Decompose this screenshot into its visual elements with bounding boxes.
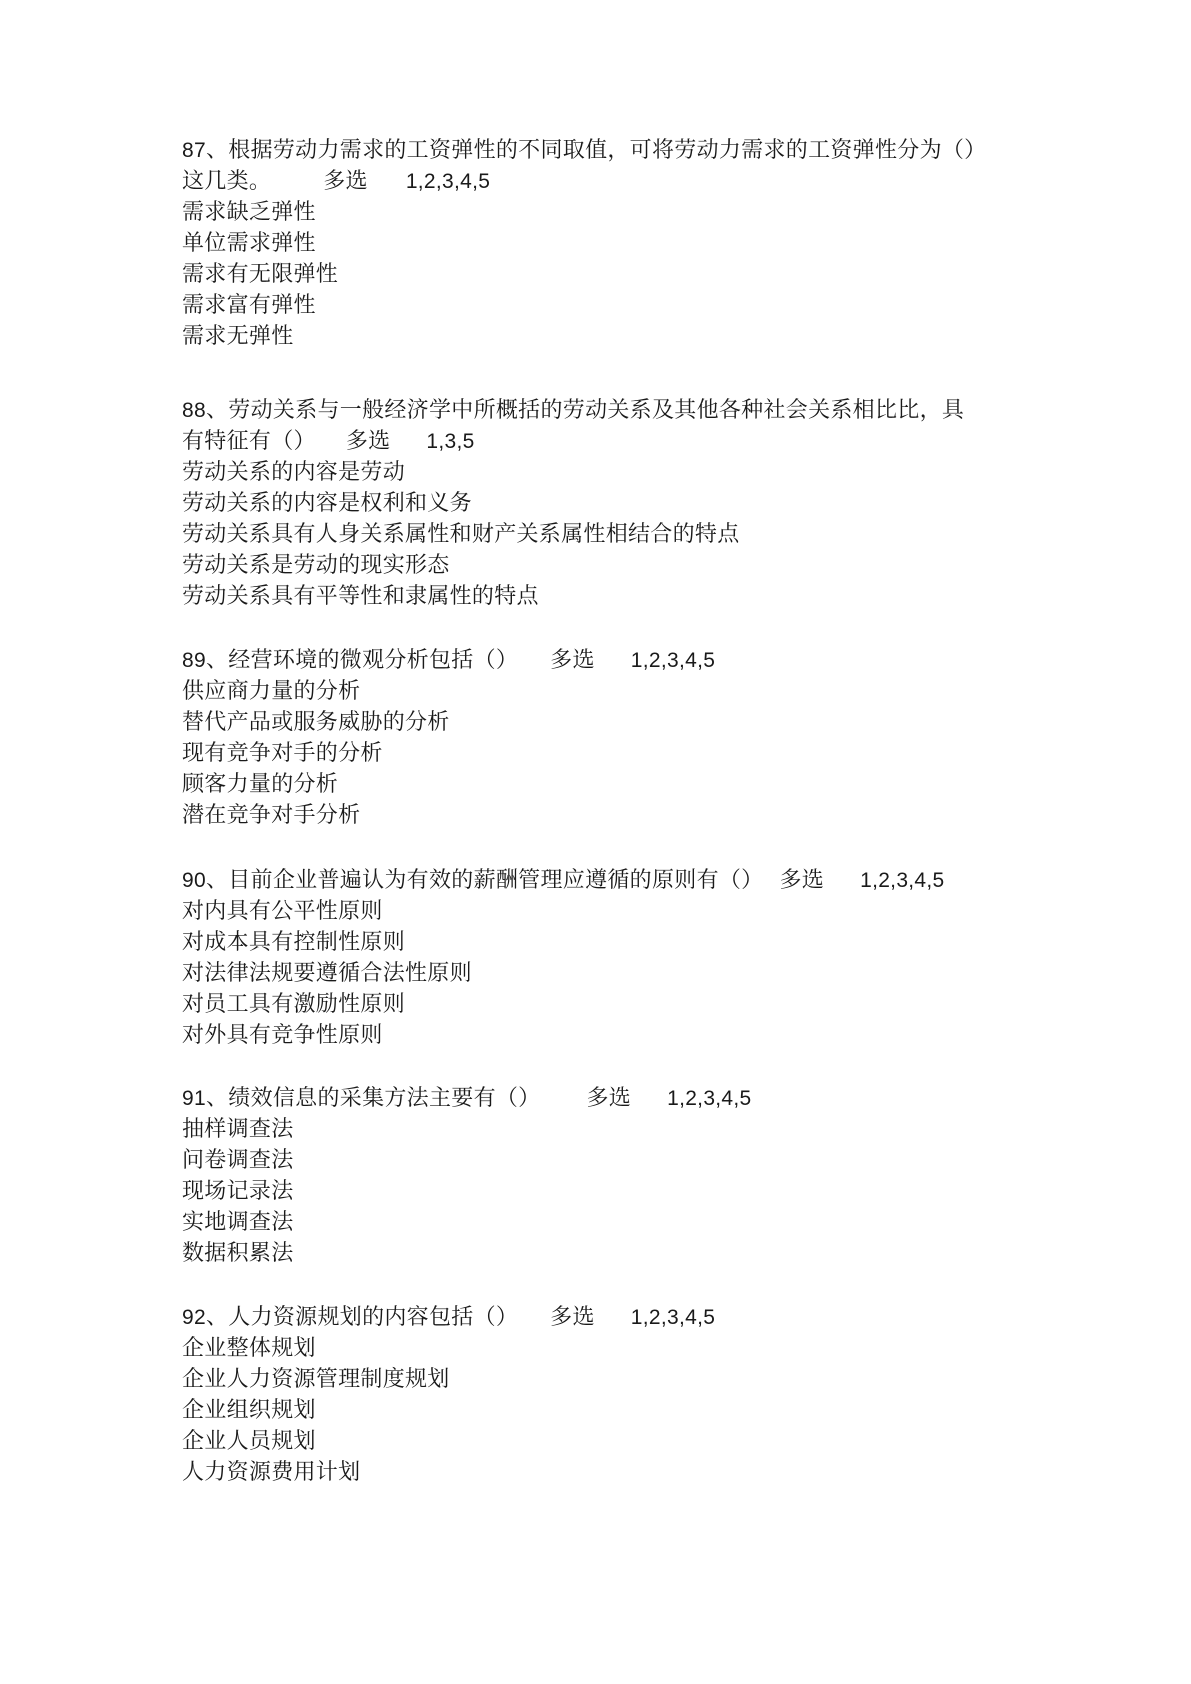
question-87: [182, 135, 1022, 352]
answer-key: 1,2,3,4,5: [630, 649, 716, 672]
question-type: 多选: [550, 1305, 595, 1330]
answer-key: 1,3,5: [426, 430, 475, 453]
question-text: 、劳动关系与一般经济学中所概括的劳动关系及其他各种社会关系相比比，具: [205, 398, 965, 423]
option-item: 人力资源费用计划: [182, 1460, 361, 1485]
question-number: 91: [182, 1087, 206, 1110]
question-stem: [182, 395, 1022, 426]
question-text: 、经营环境的微观分析包括（）: [205, 648, 519, 673]
option-item: 顾客力量的分析: [182, 772, 339, 797]
option-item: 抽样调查法: [182, 1117, 294, 1142]
option-item: 需求无弹性: [182, 324, 294, 349]
question-88: [182, 395, 1022, 612]
question-text: 有特征有（）: [182, 429, 316, 454]
option-item: 现场记录法: [182, 1179, 294, 1204]
answer-key: 1,2,3,4,5: [630, 1306, 716, 1329]
question-stem: [182, 1302, 1022, 1333]
question-number: 89: [182, 649, 206, 672]
question-number: 90: [182, 869, 206, 892]
option-item: 需求缺乏弹性: [182, 200, 316, 225]
question-stem-continued: [182, 166, 1022, 197]
question-89: [182, 645, 1022, 831]
question-90: [182, 865, 1022, 1051]
answer-key: 1,2,3,4,5: [667, 1087, 752, 1110]
question-92: [182, 1302, 1022, 1488]
option-item: 潜在竞争对手分析: [182, 803, 361, 828]
option-item: 劳动关系是劳动的现实形态: [182, 553, 450, 578]
option-item: 数据积累法: [182, 1241, 294, 1266]
question-stem: [182, 865, 1022, 896]
option-item: 替代产品或服务威胁的分析: [182, 710, 450, 735]
question-text: 、绩效信息的采集方法主要有（）: [205, 1086, 541, 1111]
question-type: 多选: [345, 429, 391, 454]
answer-key: 1,2,3,4,5: [405, 170, 491, 193]
option-item: 企业人力资源管理制度规划: [182, 1367, 450, 1392]
option-item: 单位需求弹性: [182, 231, 316, 256]
option-item: 对成本具有控制性原则: [182, 930, 406, 955]
option-item: 供应商力量的分析: [182, 679, 361, 704]
option-item: 企业整体规划: [182, 1336, 316, 1361]
option-item: 劳动关系具有人身关系属性和财产关系属性相结合的特点: [182, 522, 740, 547]
option-item: 需求有无限弹性: [182, 262, 339, 287]
option-item: 企业人员规划: [182, 1429, 316, 1454]
question-number: 92: [182, 1306, 206, 1329]
option-item: 对员工具有激励性原则: [182, 992, 406, 1017]
option-item: 问卷调查法: [182, 1148, 294, 1173]
question-type: 多选: [323, 169, 368, 194]
question-text: 、目前企业普遍认为有效的薪酬管理应遵循的原则有（）: [205, 868, 764, 893]
question-text: 、根据劳动力需求的工资弹性的不同取值，可将劳动力需求的工资弹性分为（）: [205, 138, 987, 163]
question-text: 这几类。: [182, 169, 272, 194]
option-item: 对法律法规要遵循合法性原则: [182, 961, 472, 986]
question-number: 87: [182, 139, 206, 162]
question-type: 多选: [550, 648, 595, 673]
question-stem: [182, 1083, 1022, 1114]
option-item: 劳动关系的内容是权利和义务: [182, 491, 472, 516]
option-item: 现有竞争对手的分析: [182, 741, 383, 766]
question-stem: [182, 135, 1022, 166]
question-number: 88: [182, 399, 206, 422]
question-type: 多选: [779, 868, 825, 893]
question-91: [182, 1083, 1022, 1269]
option-item: 劳动关系具有平等性和隶属性的特点: [182, 584, 539, 609]
option-item: 实地调查法: [182, 1210, 294, 1235]
answer-key: 1,2,3,4,5: [860, 869, 945, 892]
question-stem-continued: [182, 426, 1022, 457]
option-item: 需求富有弹性: [182, 293, 316, 318]
question-text: 、人力资源规划的内容包括（）: [205, 1305, 519, 1330]
option-item: 对内具有公平性原则: [182, 899, 383, 924]
option-item: 企业组织规划: [182, 1398, 316, 1423]
option-item: 劳动关系的内容是劳动: [182, 460, 406, 485]
question-stem: [182, 645, 1022, 676]
question-type: 多选: [586, 1086, 632, 1111]
option-item: 对外具有竞争性原则: [182, 1023, 383, 1048]
